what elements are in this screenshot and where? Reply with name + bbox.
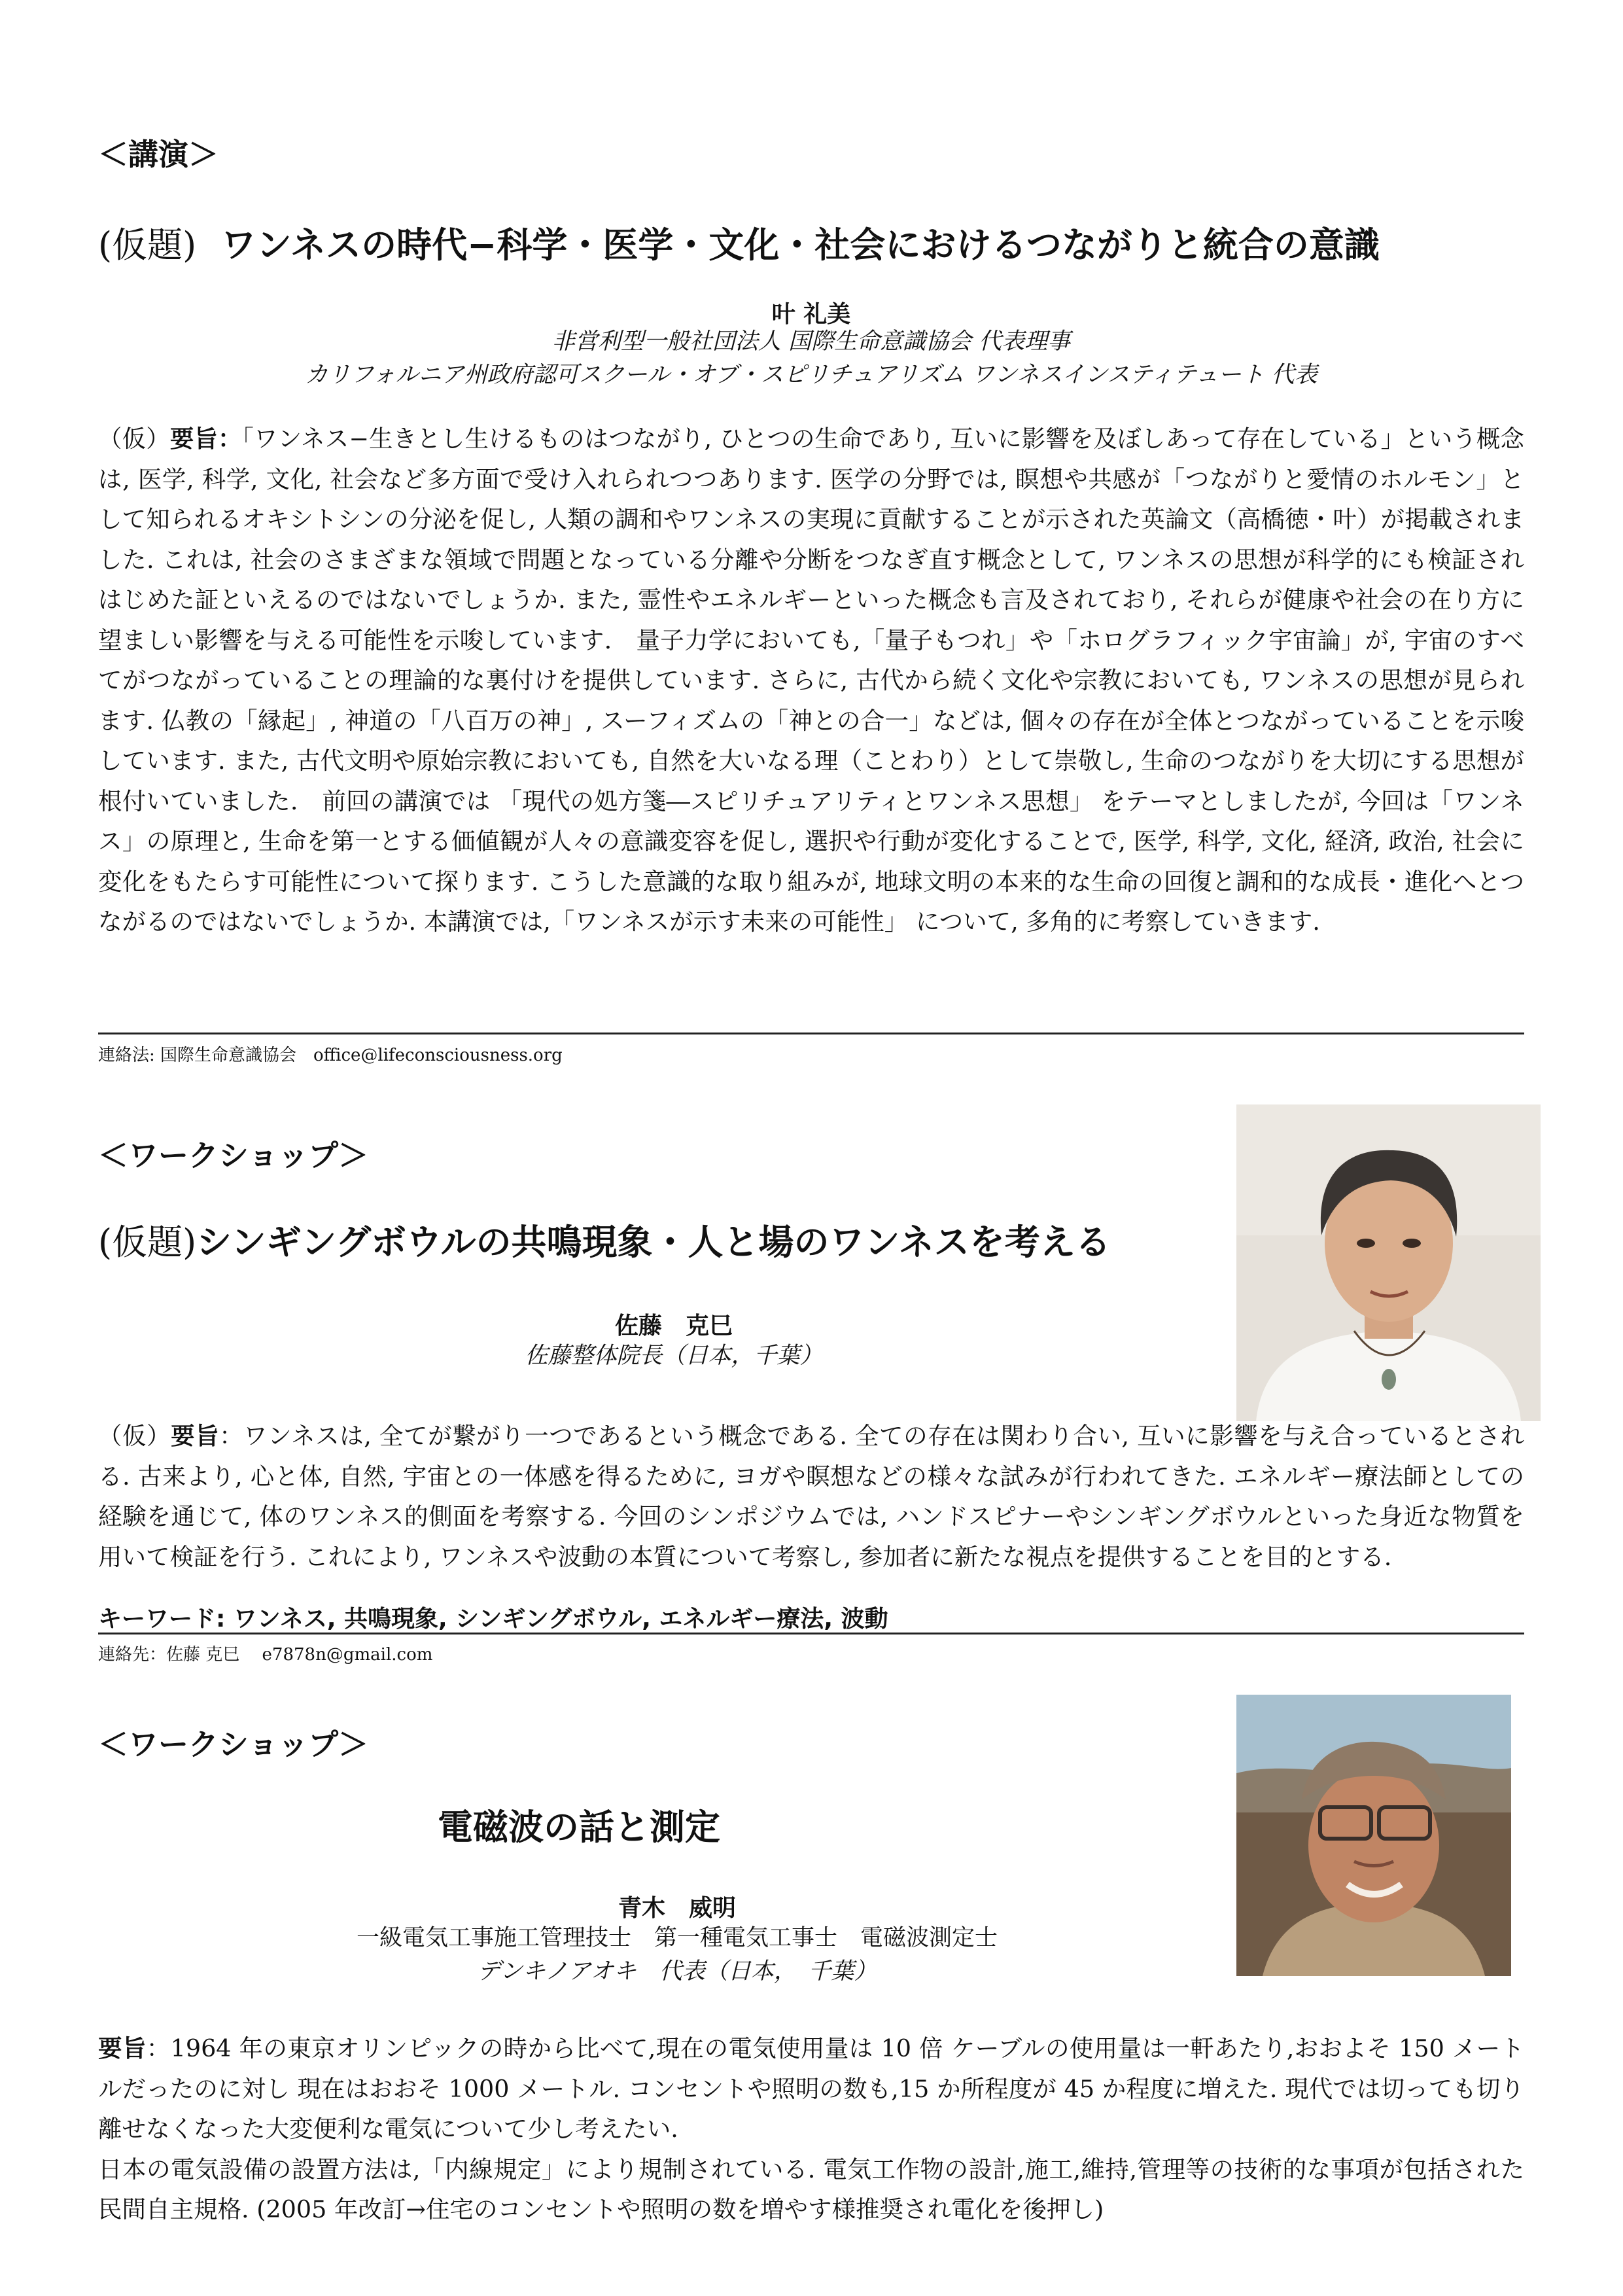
workshop1-abstract-text: ：ワンネスは, 全てが繋がり一つであるという概念である. 全ての存在は関わり合い, 互いに影響を与え合っているとされる. 古来より, 心と体, 自然, 宇宙との一体感を得るために, ヨガや瞑想などの様々な試みが行われてきた. エネルギー療法師としての経験を通じて, 体のワンネス的側面を考察する. 今回のシンポジウムでは, ハンドスピナーやシンギングボウルといった身近な物質を用いて検証を行う. これにより, ワンネスや波動の本質について考察し, 参加者に新たな視点を提供することを目的とする. — [98, 1422, 1525, 1571]
lecture-abstract — [98, 419, 1524, 942]
lecture-affiliation-2: カリフォルニア州政府認可スクール・オブ・スピリチュアリズム ワンネスインスティテュート 代表 — [305, 362, 1318, 388]
workshop2-abstract-heading: 要旨 — [98, 2034, 147, 2062]
workshop2-affiliation: デンキノアオキ 代表（日本， 千葉） — [477, 1958, 877, 1985]
workshop1-affiliation: 佐藤整体院長（日本，千葉） — [525, 1343, 823, 1369]
lecture-title-prefix: (仮題) — [98, 224, 197, 266]
workshop1-contact: 連絡先：佐藤 克巳 e7878n@gmail.com — [98, 1645, 433, 1665]
section-label-workshop-1: ＜ワークショップ＞ — [98, 1138, 369, 1173]
lecture-title — [98, 217, 1380, 268]
workshop2-abstract-text-2: 日本の電気設備の設置方法は,「内線規定」により規制されている. 電気工作物の設計,施工,維持,管理等の技術的な事項が包括された民間自主規格. (2005 年改訂→住宅のコンセントや照明の数を増やす様推奨され電化を後押し) — [98, 2155, 1524, 2223]
workshop1-abstract-heading: 要旨 — [171, 1422, 220, 1450]
workshop2-qualifications: 一級電気工事施工管理技士 第一種電気工事士 電磁波測定士 — [356, 1925, 998, 1951]
lecture-title-text: ワンネスの時代−科学・医学・文化・社会におけるつながりと統合の意識 — [220, 224, 1380, 266]
workshop1-title-prefix: (仮題) — [98, 1222, 197, 1263]
lecture-contact: 連絡法: 国際生命意識協会 office@lifeconsciousness.org — [98, 1046, 563, 1065]
lecture-speaker: 叶 礼美 — [771, 300, 851, 328]
section-label-workshop-2: ＜ワークショップ＞ — [98, 1727, 369, 1762]
workshop1-abstract-prefix: （仮） — [98, 1422, 171, 1450]
workshop1-speaker: 佐藤 克巳 — [614, 1312, 733, 1339]
divider — [98, 1033, 1524, 1034]
speaker-photo-sato — [1236, 1104, 1541, 1421]
lecture-abstract-prefix: （仮） — [98, 425, 170, 453]
lecture-abstract-heading: 要旨： — [169, 425, 242, 453]
workshop2-abstract-text: ：1964 年の東京オリンピックの時から比べて,現在の電気使用量は 10 倍 ケーブルの使用量は一軒あたり,おおよそ 150 メートルだったのに対し 現在はおおそ 1000 メートル. コンセントや照明の数も,15 か所程度が 45 か程度に増えた. 現代では切っても切り離せなくなった大変便利な電気について少し考えたい. — [98, 2034, 1525, 2143]
workshop2-speaker: 青木 威明 — [618, 1894, 736, 1922]
workshop2-abstract — [98, 2028, 1524, 2230]
divider — [98, 1633, 1524, 1634]
lecture-affiliation-1: 非営利型一般社団法人 国際生命意識協会 代表理事 — [551, 328, 1071, 355]
workshop1-title — [98, 1214, 1111, 1265]
workshop1-title-text: シンギングボウルの共鳴現象・人と場のワンネスを考える — [196, 1221, 1111, 1263]
workshop1-keywords: キーワード: ワンネス, 共鳴現象, シンギングボウル, エネルギー療法, 波動 — [98, 1606, 888, 1633]
workshop1-abstract — [98, 1416, 1524, 1577]
speaker-photo-aoki — [1236, 1695, 1511, 1976]
workshop2-title: 電磁波の話と測定 — [438, 1806, 720, 1848]
lecture-abstract-text: 「ワンネス−生きとし生けるものはつながり, ひとつの生命であり, 互いに影響を及ぼしあって存在している」という概念は, 医学, 科学, 文化, 社会など多方面で受け入れられつつあります. 医学の分野では, 瞑想や共感が「つながりと愛情のホルモン」として知られるオキシトシンの分泌を促し, 人類の調和やワンネスの実現に貢献することが示された英論文（高橋徳・叶）が掲載されました. これは, 社会のさまざまな領域で問題となっている分離や分断をつなぎ直す概念として, ワンネスの思想が科学的にも検証されはじめた証といえるのではないでしょうか. また, 霊性やエネルギーといった概念も言及されており, それらが健康や社会の在り方に望ましい影響を与える可能性を示唆しています. 量子力学においても,「量子もつれ」や「ホログラフィック宇宙論」が, 宇宙のすべてがつながっていることの理論的な裏付けを提供しています. さらに, 古代から続く文化や宗教においても, ワンネスの思想が見られます. 仏教の「縁起」, 神道の「八百万の神」, スーフィズムの「神との合一」などは, 個々の存在が全体とつながっていることを示唆しています. また, 古代文明や原始宗教においても, 自然を大いなる理（ことわり）として崇敬し, 生命のつながりを大切にする思想が根付いていました. 前回の講演では 「現代の処方箋―スピリチュアリティとワンネス思想」 をテーマとしましたが, 今回は「ワンネス」の原理と, 生命を第一とする価値観が人々の意識変容を促し, 選択や行動が変化することで, 医学, 科学, 文化, 経済, 政治, 社会に変化をもたらす可能性について探ります. こうした意識的な取り組みが, 地球文明の本来的な生命の回復と調和的な成長・進化へとつながるのではないでしょうか. 本講演では,「ワンネスが示す未来の可能性」 について, 多角的に考察していきます. — [98, 425, 1525, 936]
section-label-lecture: ＜講演＞ — [98, 137, 218, 172]
